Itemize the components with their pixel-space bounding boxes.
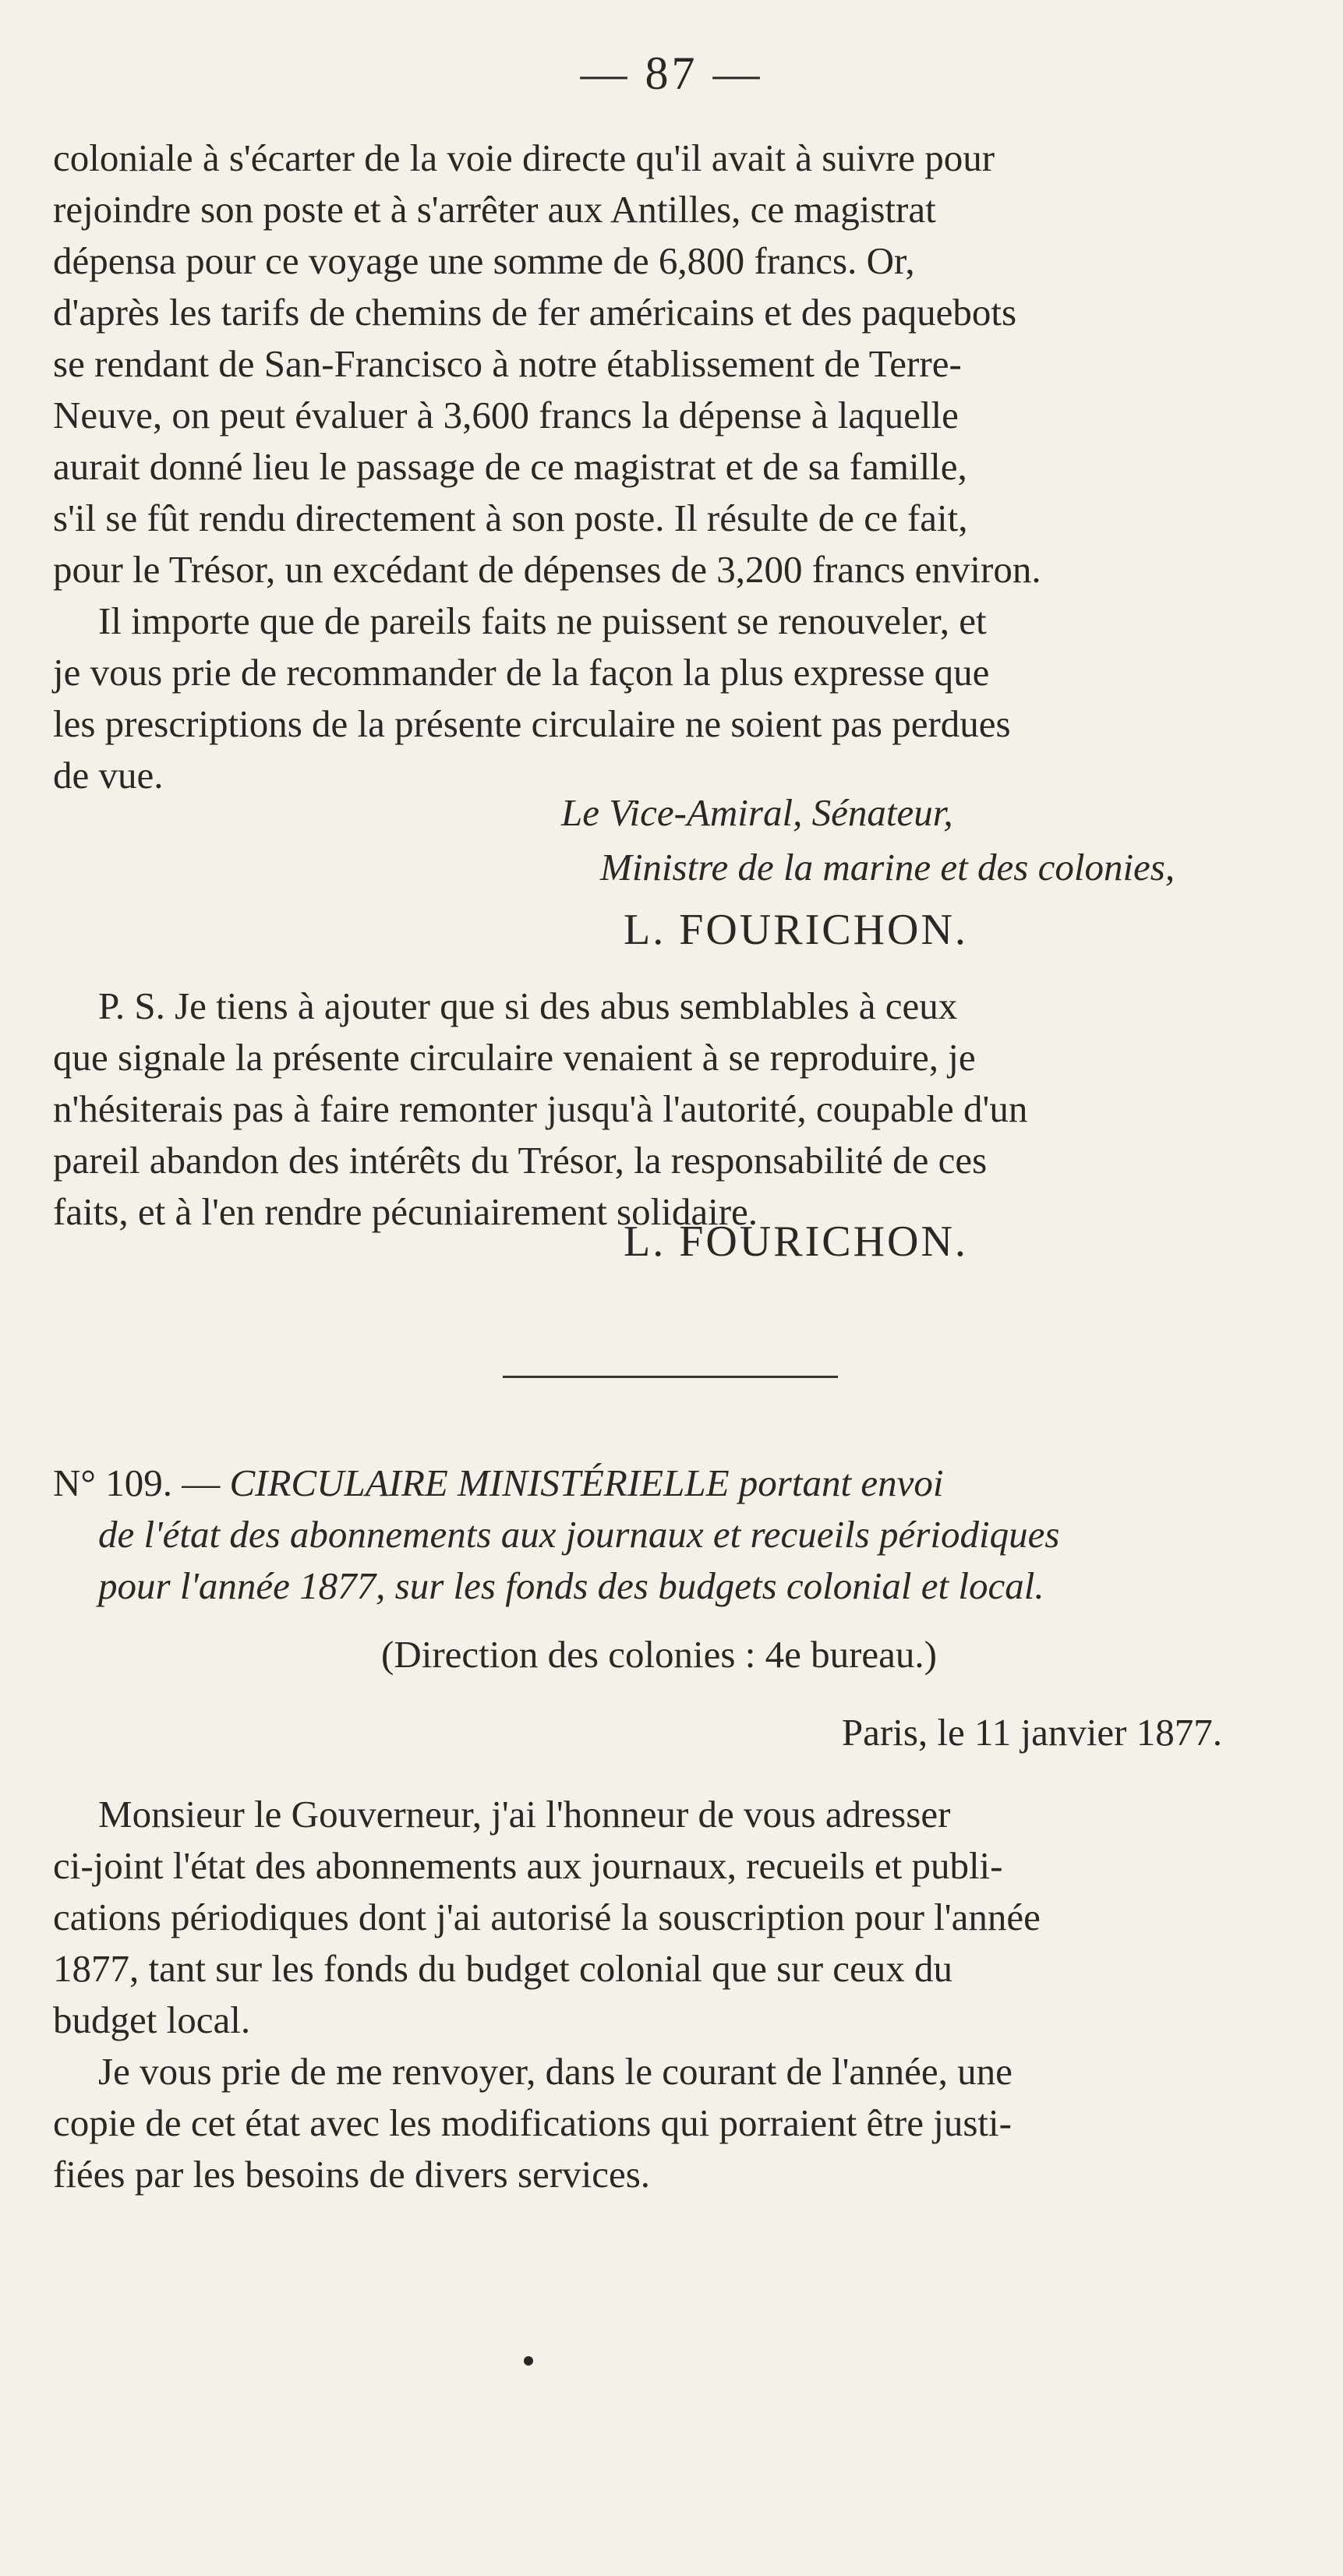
text-line: n'hésiterais pas à faire remonter jusqu'à l'autorité, coupable d'un bbox=[53, 1087, 1028, 1130]
text-line: 1877, tant sur les fonds du budget colonial que sur ceux du bbox=[53, 1947, 953, 1990]
circular-heading bbox=[53, 1458, 1265, 1612]
text-line: pour le Trésor, un excédant de dépenses de 3,200 francs environ. bbox=[53, 548, 1041, 591]
text-line: P. S. Je tiens à ajouter que si des abus semblables à ceux bbox=[98, 984, 958, 1027]
signature-title-2: Ministre de la marine et des colonies, bbox=[600, 846, 1175, 889]
text-line: dépensa pour ce voyage une somme de 6,800 francs. Or, bbox=[53, 239, 915, 282]
text-line: ci-joint l'état des abonnements aux journaux, recueils et publi- bbox=[53, 1844, 1003, 1887]
text-line: Je vous prie de me renvoyer, dans le courant de l'année, une bbox=[98, 2050, 1013, 2093]
text-line: copie de cet état avec les modifications qui porraient être justi- bbox=[53, 2101, 1012, 2144]
text-line: aurait donné lieu le passage de ce magistrat et de sa famille, bbox=[53, 445, 967, 488]
signature-name-2: L. FOURICHON. bbox=[624, 1217, 968, 1266]
text-line: budget local. bbox=[53, 1998, 251, 2041]
text-line: cations périodiques dont j'ai autorisé la souscription pour l'année bbox=[53, 1896, 1041, 1938]
text-line: s'il se fût rendu directement à son poste. Il résulte de ce fait, bbox=[53, 496, 968, 539]
circular-title: CIRCULAIRE MINISTÉRIELLE portant envoi bbox=[229, 1461, 944, 1504]
paragraph-3 bbox=[53, 1789, 1265, 2046]
postscript bbox=[53, 981, 1265, 1238]
paragraph-4 bbox=[53, 2046, 1265, 2200]
text-line: Monsieur le Gouverneur, j'ai l'honneur de vous adresser bbox=[98, 1793, 951, 1836]
paragraph-2 bbox=[53, 595, 1265, 801]
text-line: fiées par les besoins de divers services. bbox=[53, 2153, 651, 2196]
circular-subtitle-1: de l'état des abonnements aux journaux et recueils périodiques bbox=[98, 1513, 1060, 1556]
signature-title-1: Le Vice-Amiral, Sénateur, bbox=[561, 791, 953, 834]
text-line: rejoindre son poste et à s'arrêter aux Antilles, ce magistrat bbox=[53, 188, 936, 231]
text-line: se rendant de San-Francisco à notre établissement de Terre- bbox=[53, 342, 962, 385]
circular-date: Paris, le 11 janvier 1877. bbox=[841, 1711, 1222, 1754]
text-line: je vous prie de recommander de la façon la plus expresse que bbox=[53, 651, 990, 694]
text-line: d'après les tarifs de chemins de fer américains et des paquebots bbox=[53, 291, 1017, 334]
paragraph-1 bbox=[53, 133, 1265, 595]
text-line: faits, et à l'en rendre pécuniairement solidaire. bbox=[53, 1190, 758, 1233]
signature-name-1: L. FOURICHON. bbox=[624, 906, 968, 954]
page-number: — 87 — bbox=[580, 48, 763, 99]
circular-title-line bbox=[53, 1458, 1265, 1509]
circular-subtitle-2: pour l'année 1877, sur les fonds des budgets colonial et local. bbox=[98, 1564, 1044, 1607]
circular-direction: (Direction des colonies : 4e bureau.) bbox=[381, 1633, 937, 1676]
text-line: Il importe que de pareils faits ne puissent se renouveler, et bbox=[98, 599, 987, 642]
text-line: que signale la présente circulaire venaient à se reproduire, je bbox=[53, 1036, 976, 1079]
text-line: Neuve, on peut évaluer à 3,600 francs la dépense à laquelle bbox=[53, 394, 959, 436]
section-divider bbox=[503, 1376, 838, 1378]
text-line: pareil abandon des intérêts du Trésor, la responsabilité de ces bbox=[53, 1139, 988, 1182]
text-line: les prescriptions de la présente circulaire ne soient pas perdues bbox=[53, 702, 1011, 745]
ink-dot bbox=[524, 2356, 533, 2366]
text-line: de vue. bbox=[53, 754, 164, 797]
text-line: coloniale à s'écarter de la voie directe qu'il avait à suivre pour bbox=[53, 136, 995, 179]
circular-number: N° 109. — bbox=[53, 1461, 221, 1504]
